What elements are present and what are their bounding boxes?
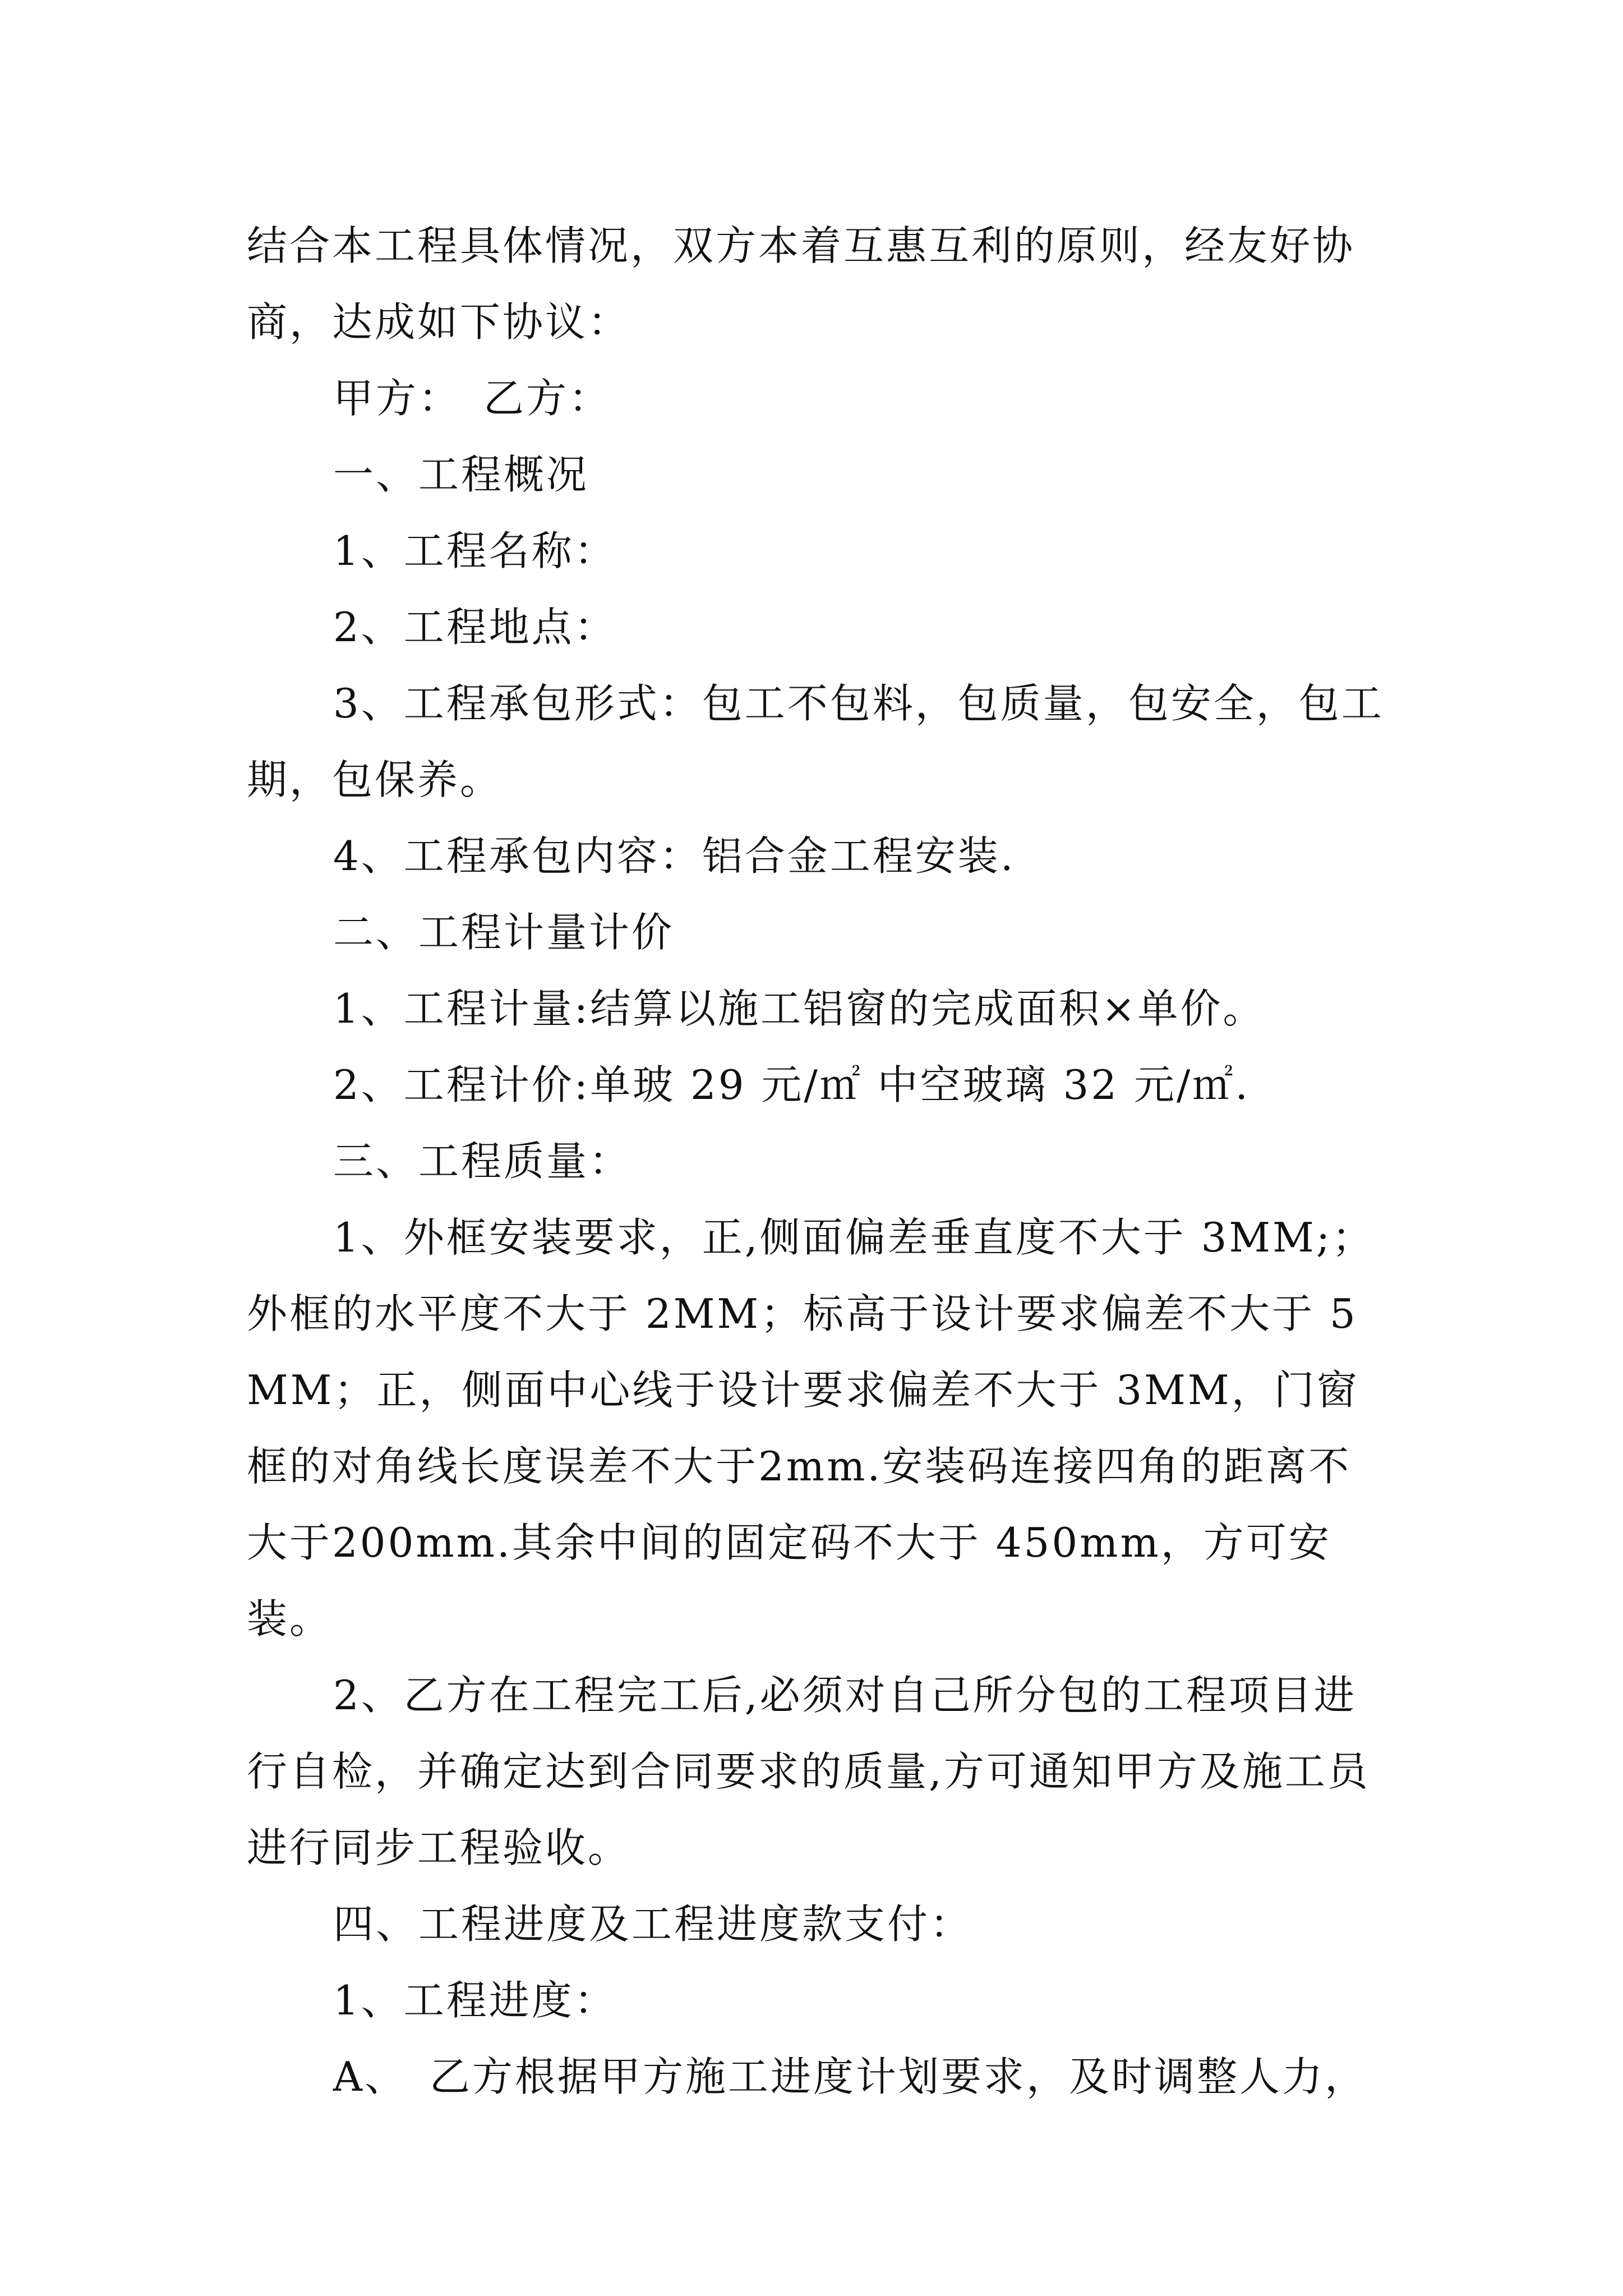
paragraph-contract-content: 4、工程承包内容：铝合金工程安装. — [333, 832, 1016, 880]
paragraph-project-name: 1、工程名称： — [333, 527, 617, 574]
paragraph-measurement: 1、工程计量:结算以施工铝窗的完成面积×单价。 — [333, 985, 1266, 1032]
paragraph-progress: 1、工程进度： — [333, 1977, 617, 2024]
document-body — [247, 208, 1391, 2115]
paragraph-contract-form: 3、工程承包形式：包工不包料，包质量，包安全，包工期，包保养。 — [247, 680, 1384, 803]
section-heading-progress: 四、工程进度及工程进度款支付： — [333, 1901, 973, 1948]
section-heading-overview: 一、工程概况 — [333, 451, 589, 498]
paragraph-unit-price: 2、工程计价:单玻 29 元/㎡ 中空玻璃 32 元/㎡. — [333, 1061, 1251, 1108]
paragraph-parties: 甲方： 乙方： — [333, 375, 612, 422]
section-heading-quality: 三、工程质量： — [333, 1138, 632, 1185]
section-heading-pricing: 二、工程计量计价 — [333, 909, 675, 956]
paragraph-frame-requirements: 1、外框安装要求，正,侧面偏差垂直度不大于 3MM;；外框的水平度不大于 2MM；标高于设计要求偏差不大于 5MM；正，侧面中心线于设计要求偏差不大于 3MM，门窗框的对角线长度误差不大于2mm.安装码连接四角的距离不大于200mm.其余中间的固定码不大于 450mm，方可安装。 — [247, 1214, 1375, 1642]
paragraph-intro: 结合本工程具体情况，双方本着互惠互利的原则，经友好协商，达成如下协议： — [247, 222, 1355, 346]
paragraph-self-inspection: 2、乙方在工程完工后,必须对自己所分包的工程项目进行自检，并确定达到合同要求的质量,方可通知甲方及施工员进行同步工程验收。 — [247, 1672, 1370, 1871]
paragraph-project-location: 2、工程地点： — [333, 604, 617, 651]
paragraph-progress-a: A、 乙方根据甲方施工进度计划要求，及时调整人力， — [333, 2053, 1367, 2100]
